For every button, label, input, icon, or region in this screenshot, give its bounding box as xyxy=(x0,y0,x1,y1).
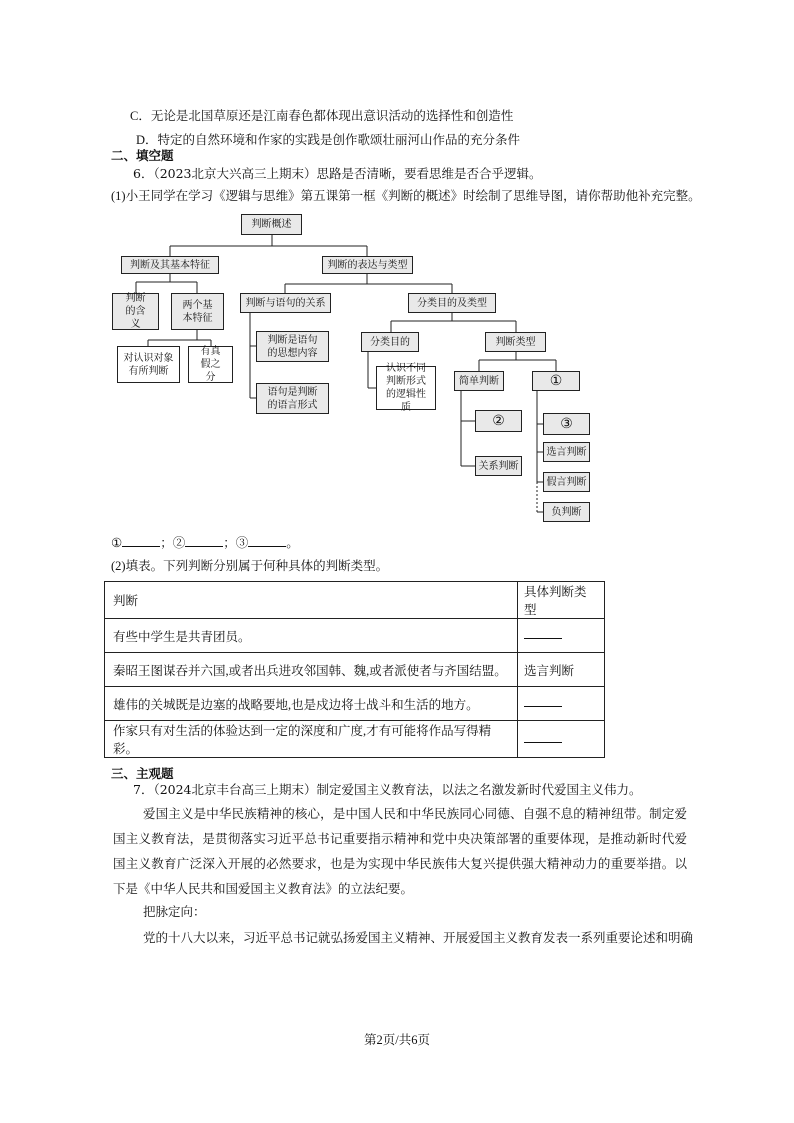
node-thought: 判断是语句的思想内容 xyxy=(256,331,329,362)
table-answer-blank[interactable] xyxy=(524,628,562,639)
node-types: 判断类型 xyxy=(485,332,546,352)
node-blank-1: ① xyxy=(532,371,580,391)
answer-mark-2: ；② xyxy=(160,536,186,550)
table-answer-blank[interactable] xyxy=(524,732,562,743)
answer-blank-1[interactable] xyxy=(122,536,160,547)
node-truefalse: 有真假之分 xyxy=(188,346,233,383)
table-cell-judgment: 有些中学生是共青团员。 xyxy=(105,619,518,653)
option-d: D．特定的自然环境和作家的实践是创作歌颂壮丽河山作品的充分条件 xyxy=(136,133,521,147)
node-meaning: 判断的含义 xyxy=(112,293,159,330)
node-two-features: 两个基本特征 xyxy=(171,293,224,330)
table-cell-answer[interactable] xyxy=(518,721,605,758)
node-recognize: 认识不同判断形式的逻辑性质 xyxy=(376,366,436,410)
table-cell-judgment: 作家只有对生活的体验达到一定的深度和广度,才有可能将作品写得精彩。 xyxy=(105,721,518,758)
q6-part1: (1)小王同学在学习《逻辑与思维》第五课第一框《判断的概述》时绘制了思维导图，请你帮助他补充完整。 xyxy=(111,189,701,203)
node-hypo: 假言判断 xyxy=(543,472,590,492)
node-select: 选言判断 xyxy=(543,442,590,462)
table-cell-answer[interactable] xyxy=(518,619,605,653)
node-blank-2: ② xyxy=(475,410,522,432)
table-cell-type: 选言判断 xyxy=(518,653,605,687)
node-classify: 分类目的及类型 xyxy=(408,293,496,313)
answer-mark-1: ① xyxy=(111,536,123,550)
table-cell-answer[interactable] xyxy=(518,687,605,721)
answer-blank-3[interactable] xyxy=(248,536,286,547)
node-root: 判断概述 xyxy=(241,214,302,235)
q7-paragraph-2: 把脉定向： xyxy=(143,904,206,919)
node-neg: 负判断 xyxy=(543,502,590,522)
answer-blank-2[interactable] xyxy=(185,536,223,547)
q6-part2: (2)填表。下列判断分别属于何种具体的判断类型。 xyxy=(111,559,389,573)
node-features: 判断及其基本特征 xyxy=(121,256,219,274)
answer-mark-end: 。 xyxy=(286,536,299,550)
table-cell-judgment: 秦昭王图谋吞并六国,或者出兵进攻邻国韩、魏,或者派使者与齐国结盟。 xyxy=(105,653,518,687)
option-c: C．无论是北国草原还是江南春色都体现出意识活动的选择性和创造性 xyxy=(130,109,514,123)
answer-mark-3: ；③ xyxy=(223,536,249,550)
node-language: 语句是判断的语言形式 xyxy=(256,383,329,414)
table-row xyxy=(105,653,605,687)
q6-stem: 6．（2023北京大兴高三上期末）思路是否清晰，要看思维是否合乎逻辑。 xyxy=(133,166,542,181)
table-header-type: 具体判断类型 xyxy=(518,582,605,619)
table-header-judgment: 判断 xyxy=(105,582,518,619)
node-purpose: 分类目的 xyxy=(361,332,419,352)
table-header-row xyxy=(105,582,605,619)
node-sentence: 判断与语句的关系 xyxy=(240,293,331,313)
table-row xyxy=(105,687,605,721)
section-heading-fill: 二、填空题 xyxy=(111,149,174,163)
table-row xyxy=(105,721,605,758)
judgment-table xyxy=(104,581,605,758)
node-relation: 关系判断 xyxy=(475,456,522,476)
answer-blanks xyxy=(111,535,299,551)
section-heading-subjective: 三、主观题 xyxy=(111,767,174,781)
page-footer: 第2页/共6页 xyxy=(364,1033,430,1047)
node-object: 对认识对象有所判断 xyxy=(117,346,180,383)
node-expression: 判断的表达与类型 xyxy=(322,256,413,274)
table-answer-blank[interactable] xyxy=(524,696,562,707)
node-blank-3: ③ xyxy=(543,413,590,435)
node-simple: 简单判断 xyxy=(454,371,504,391)
table-cell-judgment: 雄伟的关城既是边塞的战略要地,也是戍边将士战斗和生活的地方。 xyxy=(105,687,518,721)
q7-paragraph-1: 爱国主义是中华民族精神的核心，是中国人民和中华民族同心同德、自强不息的精神纽带。制定爱国主义教育法，是贯彻落实习近平总书记重要指示精神和党中央决策部署的重要体现，是推动新时代爱国主义教育广泛深入开展的必然要求，也是为实现中华民族伟大复兴提供强大精神动力的重要举措。以下是《中华人民共和国爱国主义教育法》的立法纪要。 xyxy=(113,806,687,896)
table-row xyxy=(105,619,605,653)
q7-paragraph-3: 党的十八大以来，习近平总书记就弘扬爱国主义精神、开展爱国主义教育发表一系列重要论述和明确 xyxy=(143,930,694,945)
q7-stem: 7．（2024北京丰台高三上期末）制定爱国主义教育法，以法之名激发新时代爱国主义伟力。 xyxy=(133,782,642,797)
